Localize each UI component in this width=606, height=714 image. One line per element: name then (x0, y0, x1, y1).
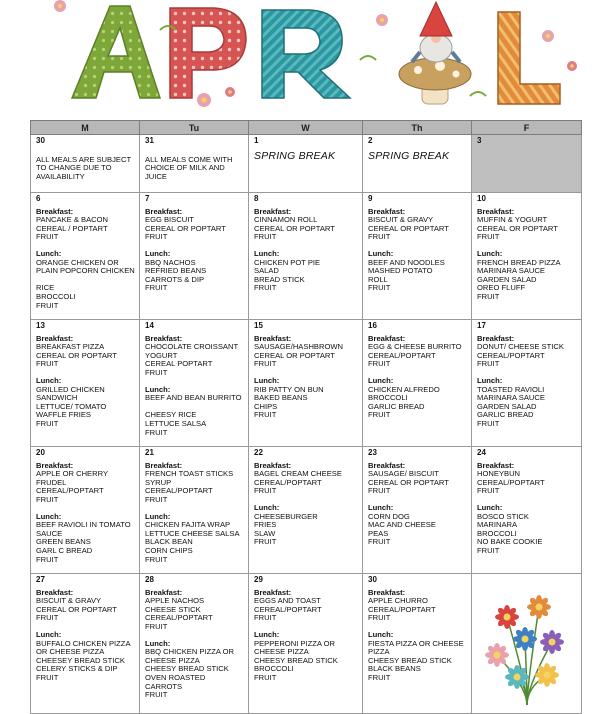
day-cell (140, 193, 249, 320)
day-number: 10 (477, 194, 486, 203)
letter-r (262, 10, 350, 98)
lunch-label: Lunch: (368, 248, 394, 258)
lunch-label: Lunch: (145, 511, 171, 521)
lunch-menu: FIESTA PIZZA OR CHEESE PIZZA CHEESY BREAD STICK BLACK BEANS FRUIT (368, 638, 464, 682)
day-number: 22 (254, 448, 263, 457)
menu-calendar (30, 120, 582, 714)
breakfast-label: Breakfast: (145, 460, 183, 470)
letter-a (72, 6, 160, 98)
lunch-menu: ORANGE CHICKEN OR PLAIN POPCORN CHICKEN RICE BROCCOLI FRUIT (36, 257, 135, 310)
day-cell (363, 193, 472, 320)
day-number: 29 (254, 575, 263, 584)
day-number: 28 (145, 575, 154, 584)
lunch-menu: GRILLED CHICKEN SANDWICH LETTUCE/ TOMATO WAFFLE FRIES FRUIT (36, 384, 107, 428)
day-number: 31 (145, 136, 154, 145)
breakfast-menu: APPLE OR CHERRY FRUDEL CEREAL/POPTART FRUIT (36, 469, 109, 504)
breakfast-label: Breakfast: (254, 206, 292, 216)
day-number: 1 (254, 136, 259, 145)
day-number: 17 (477, 321, 486, 330)
lunch-menu: BBQ NACHOS REFRIED BEANS CARROTS & DIP FRUIT (145, 257, 207, 293)
day-number: 23 (368, 448, 377, 457)
weekday-header: Th (363, 121, 472, 135)
breakfast-menu: SAUSAGE/HASHBROWN CEREAL OR POPTART FRUIT (254, 342, 344, 369)
day-cell (472, 320, 582, 447)
breakfast-menu: DONUT/ CHEESE STICK CEREAL/POPTART FRUIT (477, 342, 564, 369)
lunch-label: Lunch: (368, 502, 394, 512)
lunch-label: Lunch: (477, 248, 503, 258)
lunch-menu: FRENCH BREAD PIZZA MARINARA SAUCE GARDEN SALAD OREO FLUFF FRUIT (477, 257, 561, 301)
breakfast-label: Breakfast: (368, 206, 406, 216)
lunch-label: Lunch: (145, 248, 171, 258)
day-cell (249, 574, 363, 714)
day-cell (472, 574, 582, 714)
day-cell (249, 135, 363, 193)
lunch-label: Lunch: (254, 248, 280, 258)
lunch-label: Lunch: (254, 629, 280, 639)
day-cell (249, 320, 363, 447)
lunch-label: Lunch: (254, 375, 280, 385)
lunch-menu: BUFFALO CHICKEN PIZZA OR CHEESE PIZZA CHEESEY BREAD STICK CELERY STICKS & DIP FRUIT (36, 638, 131, 682)
breakfast-menu: PANCAKE & BACON CEREAL / POPTART FRUIT (36, 215, 109, 242)
day-number: 20 (36, 448, 45, 457)
meal-note: ALL MEALS ARE SUBJECT TO CHANGE DUE TO AVAILABILITY (36, 154, 131, 181)
day-cell (31, 320, 140, 447)
week-row (31, 574, 582, 714)
day-number: 9 (368, 194, 373, 203)
breakfast-menu: APPLE CHURRO CEREAL/POPTART FRUIT (368, 596, 436, 623)
breakfast-menu: CINNAMON ROLL CEREAL OR POPTART FRUIT (254, 215, 335, 242)
weekday-header: W (249, 121, 363, 135)
breakfast-label: Breakfast: (145, 206, 183, 216)
breakfast-label: Breakfast: (145, 587, 183, 597)
lunch-label: Lunch: (36, 375, 62, 385)
weekday-header: Tu (140, 121, 249, 135)
lunch-label: Lunch: (36, 629, 62, 639)
lunch-menu: BEEF AND NOODLES MASHED POTATO ROLL FRUIT (368, 257, 445, 293)
day-cell (140, 574, 249, 714)
day-cell (140, 135, 249, 193)
day-number: 30 (368, 575, 377, 584)
lunch-menu: PEPPERONI PIZZA OR CHEESE PIZZA CHEESY BREAD STICK BROCCOLI FRUIT (254, 638, 338, 682)
lunch-menu: CHICKEN ALFREDO BROCCOLI GARLIC BREAD FRUIT (368, 384, 440, 420)
lunch-menu: CHEESEBURGER FRIES SLAW FRUIT (254, 511, 318, 547)
lunch-menu: BBQ CHICKEN PIZZA OR CHEESE PIZZA CHEESY BREAD STICK OVEN ROASTED CARROTS FRUIT (145, 647, 235, 700)
day-number: 16 (368, 321, 377, 330)
weekday-header: M (31, 121, 140, 135)
lunch-menu: BOSCO STICK MARINARA BROCCOLI NO BAKE COOKIE FRUIT (477, 511, 543, 555)
breakfast-label: Breakfast: (368, 587, 406, 597)
week-row (31, 320, 582, 447)
day-cell (363, 320, 472, 447)
day-number: 30 (36, 136, 45, 145)
lunch-menu: BEEF RAVIOLI IN TOMATO SAUCE GREEN BEANS GARL C BREAD FRUIT (36, 520, 131, 564)
lunch-label: Lunch: (368, 375, 394, 385)
breakfast-menu: EGG BISCUIT CEREAL OR POPTART FRUIT (145, 215, 226, 242)
breakfast-menu: BREAKFAST PIZZA CEREAL OR POPTART FRUIT (36, 342, 117, 369)
april-banner (0, 0, 606, 118)
breakfast-menu: EGG & CHEESE BURRITO CEREAL/POPTART FRUIT (368, 342, 462, 369)
day-number: 21 (145, 448, 154, 457)
breakfast-label: Breakfast: (145, 333, 183, 343)
spring-break-label: SPRING BREAK (254, 149, 336, 162)
breakfast-label: Breakfast: (36, 460, 74, 470)
lunch-label: Lunch: (254, 502, 280, 512)
day-cell (31, 574, 140, 714)
lunch-label: Lunch: (368, 629, 394, 639)
breakfast-menu: BISCUIT & GRAVY CEREAL OR POPTART FRUIT (36, 596, 117, 623)
breakfast-menu: CHOCOLATE CROISSANT YOGURT CEREAL POPTART FRUIT (145, 342, 239, 377)
breakfast-label: Breakfast: (254, 460, 292, 470)
lunch-menu: TOASTED RAVIOLI MARINARA SAUCE GARDEN SALAD GARLIC BREAD FRUIT (477, 384, 545, 428)
lunch-menu: CHICKEN POT PIE SALAD BREAD STICK FRUIT (254, 257, 321, 293)
breakfast-menu: BAGEL CREAM CHEESE CEREAL/POPTART FRUIT (254, 469, 342, 496)
day-cell (363, 447, 472, 574)
breakfast-menu: BISCUIT & GRAVY CEREAL OR POPTART FRUIT (368, 215, 449, 242)
lunch-label: Lunch: (145, 638, 171, 648)
breakfast-label: Breakfast: (368, 460, 406, 470)
breakfast-menu: FRENCH TOAST STICKS SYRUP CEREAL/POPTART FRUIT (145, 469, 234, 504)
week-row (31, 447, 582, 574)
lunch-menu: RIB PATTY ON BUN BAKED BEANS CHIPS FRUIT (254, 384, 324, 420)
day-number: 15 (254, 321, 263, 330)
week-row (31, 135, 582, 193)
day-number: 27 (36, 575, 45, 584)
breakfast-label: Breakfast: (36, 587, 74, 597)
flower-bouquet-illustration (477, 577, 577, 707)
day-cell (249, 447, 363, 574)
weekday-header-row (31, 121, 582, 135)
day-number: 6 (36, 194, 41, 203)
day-cell (31, 447, 140, 574)
day-cell (363, 135, 472, 193)
breakfast-menu: SAUSAGE/ BISCUIT CEREAL OR POPTART FRUIT (368, 469, 449, 496)
day-number: 14 (145, 321, 154, 330)
breakfast-menu: HONEYBUN CEREAL/POPTART FRUIT (477, 469, 545, 496)
breakfast-label: Breakfast: (368, 333, 406, 343)
lunch-label: Lunch: (477, 502, 503, 512)
day-cell (472, 447, 582, 574)
day-number: 13 (36, 321, 45, 330)
day-cell (472, 135, 582, 193)
day-cell (140, 447, 249, 574)
lunch-menu: CORN DOG MAC AND CHEESE PEAS FRUIT (368, 511, 436, 547)
meal-note: ALL MEALS COME WITH CHOICE OF MILK AND JUICE (145, 154, 233, 181)
day-number: 8 (254, 194, 259, 203)
breakfast-label: Breakfast: (477, 333, 515, 343)
lunch-label: Lunch: (477, 375, 503, 385)
breakfast-label: Breakfast: (254, 587, 292, 597)
day-cell (31, 193, 140, 320)
breakfast-menu: MUFFIN & YOGURT CEREAL OR POPTART FRUIT (477, 215, 558, 242)
weekday-header: F (472, 121, 582, 135)
day-cell (140, 320, 249, 447)
breakfast-menu: EGGS AND TOAST CEREAL/POPTART FRUIT (254, 596, 322, 623)
day-number: 3 (477, 136, 482, 145)
lunch-menu: CHICKEN FAJITA WRAP LETTUCE CHEESE SALSA BLACK BEAN CORN CHIPS FRUIT (145, 520, 240, 564)
gnome-mushroom-illustration (399, 2, 471, 104)
breakfast-label: Breakfast: (477, 206, 515, 216)
lunch-label: Lunch: (36, 248, 62, 258)
breakfast-menu: APPLE NACHOS CHEESE STICK CEREAL/POPTART FRUIT (145, 596, 213, 631)
week-row (31, 193, 582, 320)
breakfast-label: Breakfast: (254, 333, 292, 343)
day-cell (31, 135, 140, 193)
lunch-menu: BEEF AND BEAN BURRITO CHEESY RICE LETTUCE SALSA FRUIT (145, 393, 242, 437)
lunch-label: Lunch: (36, 511, 62, 521)
day-cell (363, 574, 472, 714)
day-cell (472, 193, 582, 320)
lunch-label: Lunch: (145, 384, 171, 394)
day-number: 24 (477, 448, 486, 457)
breakfast-label: Breakfast: (36, 333, 74, 343)
breakfast-label: Breakfast: (36, 206, 74, 216)
day-number: 7 (145, 194, 150, 203)
day-number: 2 (368, 136, 373, 145)
breakfast-label: Breakfast: (477, 460, 515, 470)
day-cell (249, 193, 363, 320)
letter-l (498, 12, 560, 104)
letter-p (170, 8, 246, 98)
spring-break-label: SPRING BREAK (368, 149, 450, 162)
